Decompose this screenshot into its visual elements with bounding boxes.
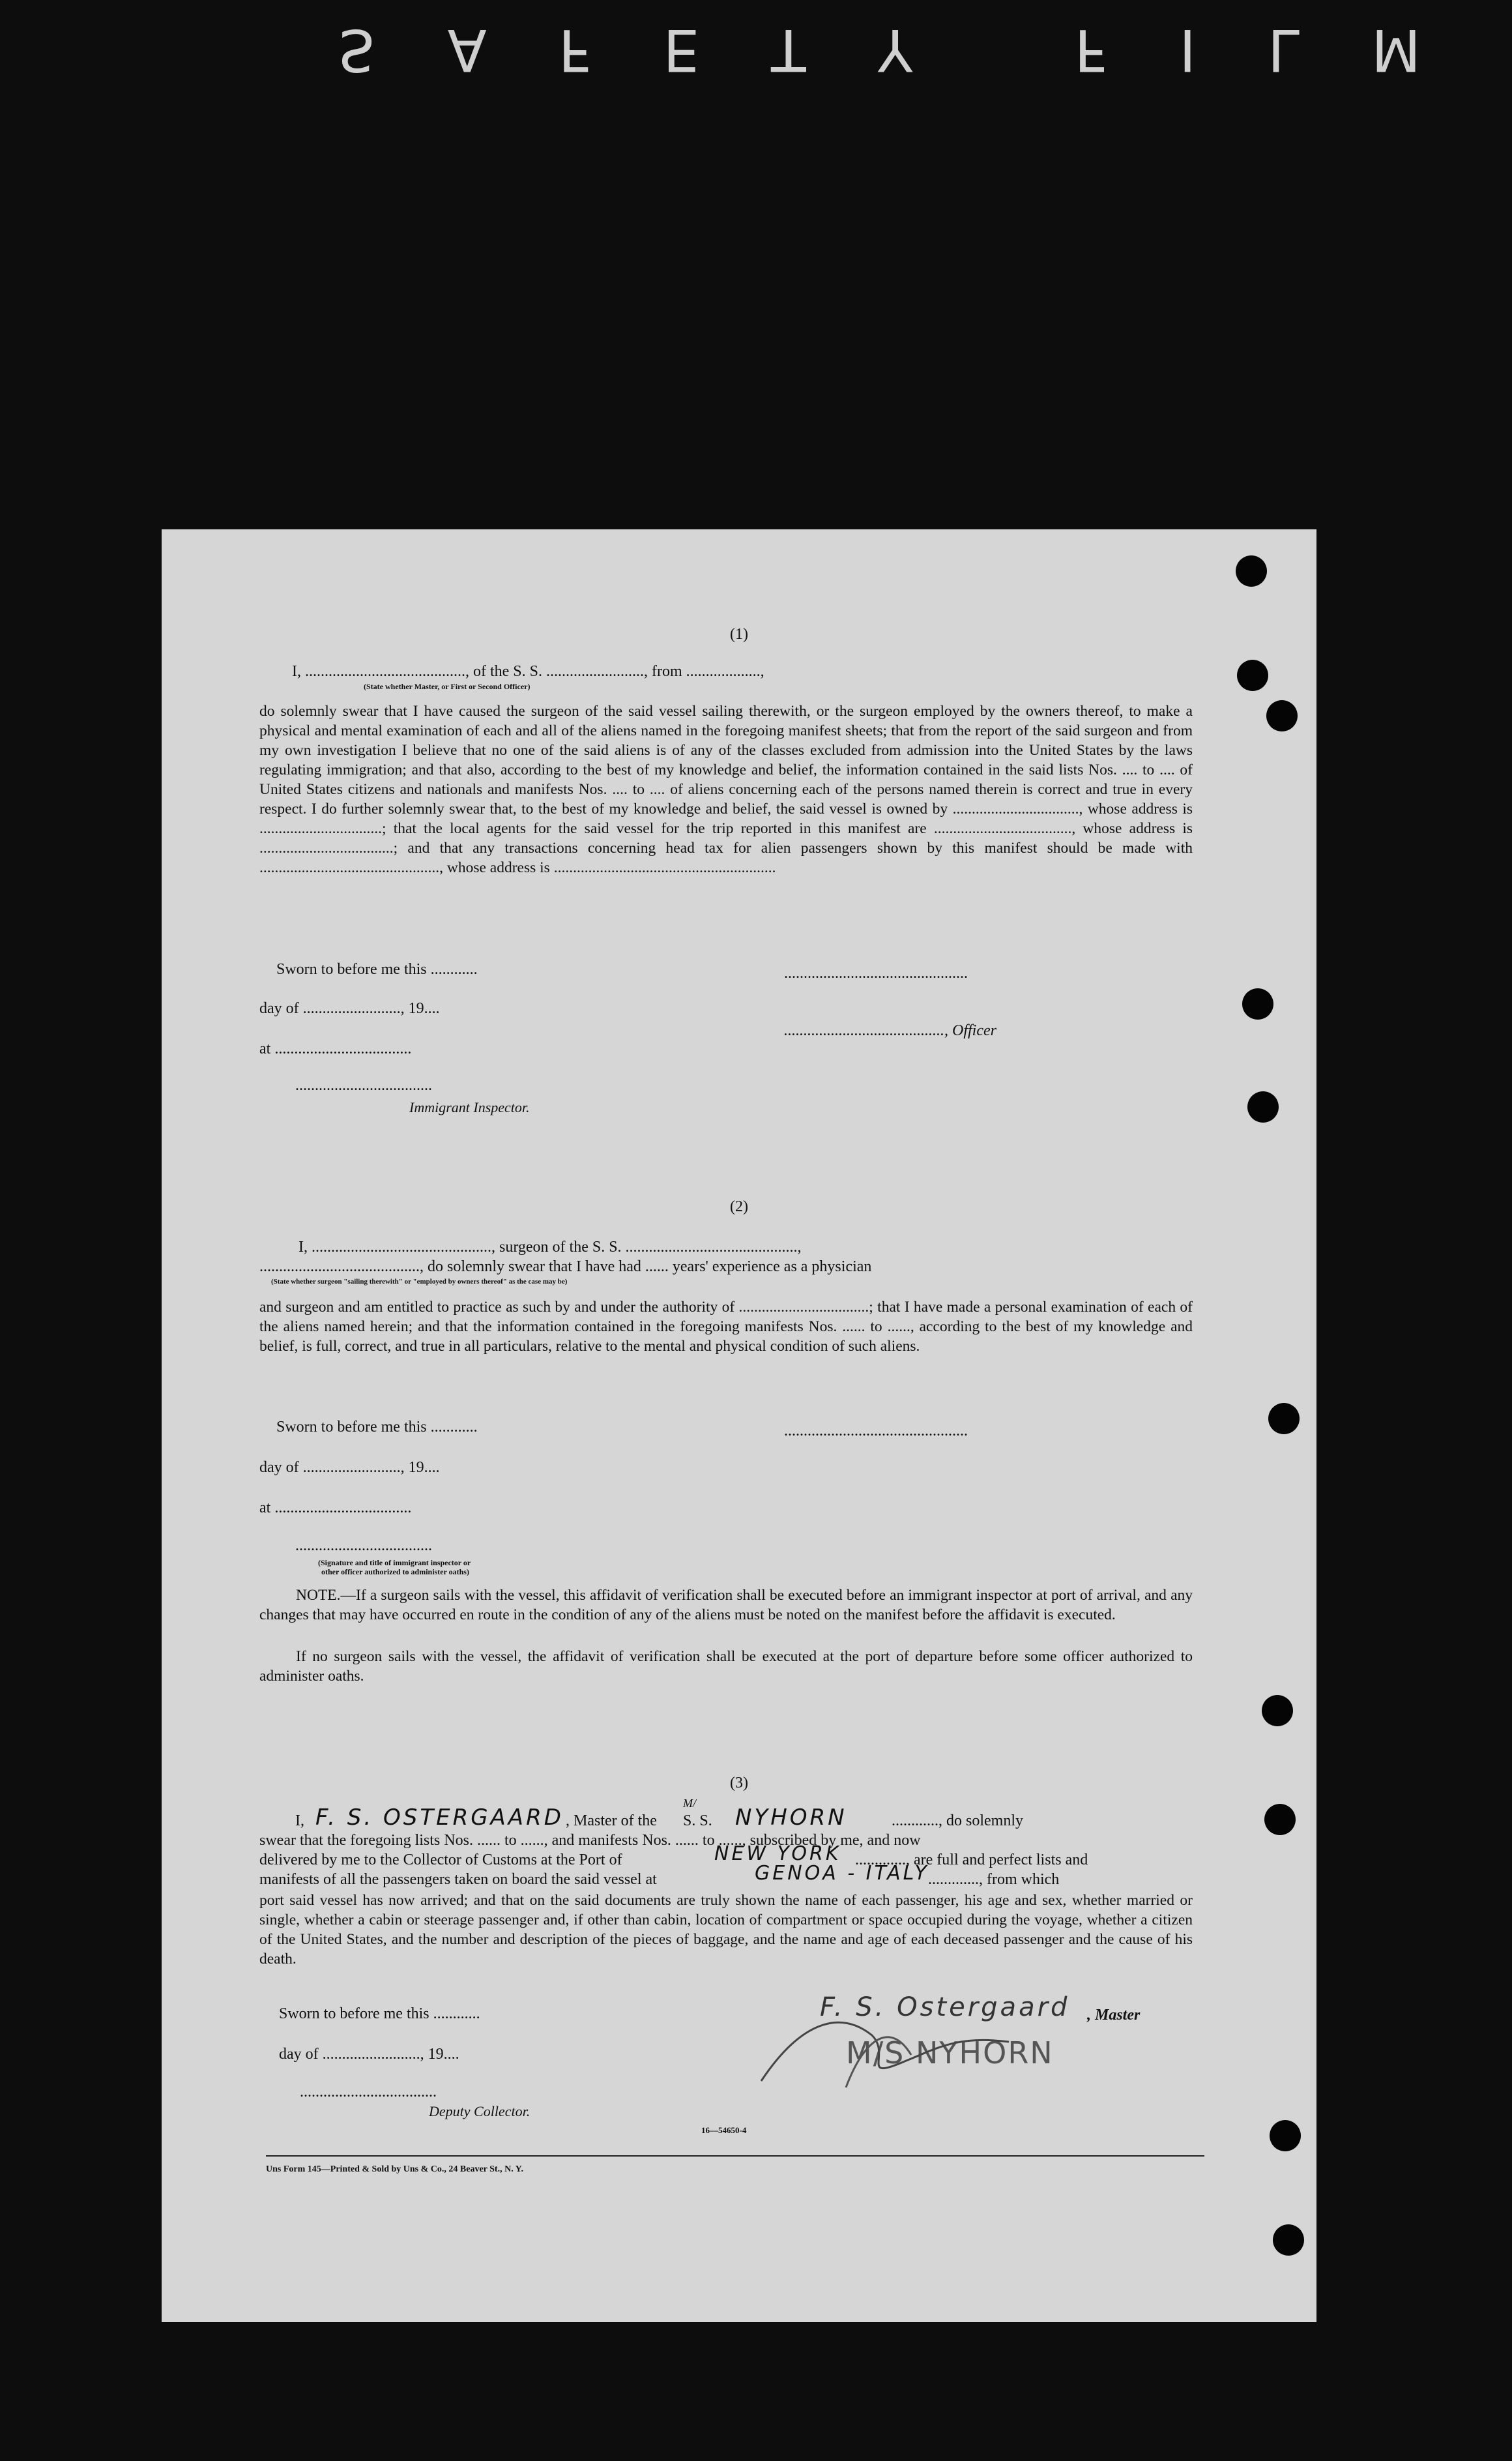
- punch-hole-icon: [1268, 1403, 1300, 1434]
- section-3-line-3a: delivered by me to the Collector of Customs at the Port of: [259, 1851, 622, 1868]
- section-3-vessel-handwritten: NYHORN: [735, 1805, 847, 1831]
- section-3-line-3b: ............., are full and perfect lists and: [855, 1851, 1088, 1868]
- section-1-inspector-signature-line: ...................................: [295, 1077, 432, 1094]
- punch-hole-icon: [1266, 700, 1298, 731]
- punch-hole-icon: [1247, 1091, 1279, 1123]
- safety-film-edge-text: SAFETY FILM: [338, 16, 1492, 83]
- section-3-solemnly: ............, do solemnly: [892, 1812, 1023, 1829]
- section-1-oath-subtitle: (State whether Master, or First or Second Officer): [364, 682, 531, 691]
- section-3-vessel-prefix-handwritten: M/: [683, 1797, 696, 1810]
- section-1-inspector-label: Immigrant Inspector.: [409, 1099, 530, 1115]
- section-1-officer-line: ...............................................: [784, 965, 968, 982]
- section-1-day: day of ........................., 19....: [259, 1000, 440, 1017]
- section-3-collector-label: Deputy Collector.: [429, 2103, 531, 2119]
- section-1-officer-label: ........................................., Officer: [784, 1022, 996, 1039]
- punch-hole-icon: [1264, 1804, 1296, 1835]
- punch-hole-icon: [1262, 1695, 1293, 1726]
- section-1-number: (1): [730, 626, 748, 643]
- section-3-from-port-handwritten: GENOA - ITALY: [755, 1862, 929, 1885]
- section-2-line-2: ........................................., do solemnly swear that I have had ...... years' experience as a physician: [259, 1258, 872, 1275]
- footer-printer: Uns Form 145—Printed & Sold by Uns & Co., 24 Beaver St., N. Y.: [266, 2164, 523, 2174]
- section-2-right-line: ...............................................: [784, 1422, 968, 1439]
- section-1-sworn: Sworn to before me this ............: [276, 961, 478, 978]
- punch-hole-icon: [1273, 2224, 1304, 2256]
- section-2-at: at ...................................: [259, 1499, 412, 1516]
- section-2-note-2: If no surgeon sails with the vessel, the affidavit of verification shall be executed at the port of departure before some officer authorized to administer oaths.: [259, 1648, 1193, 1685]
- section-2-signature-sub-1: (Signature and title of immigrant inspector or: [318, 1558, 471, 1567]
- section-2-line-1: I, .............................................., surgeon of the S. S. ............................................,: [298, 1239, 802, 1256]
- section-2-note: NOTE.—If a surgeon sails with the vessel, this affidavit of verification shall be executed before an immigrant inspector at port of arrival, and any changes that may have occurred en route in the condition of any of the aliens must be noted on the manifest before the affidavit is executed.: [259, 1587, 1193, 1623]
- section-3-master-of: , Master of the: [566, 1812, 657, 1829]
- section-3-vessel-stamp: M/S NYHORN: [846, 2035, 1054, 2070]
- section-2-signature-sub-2: other officer authorized to administer oaths): [321, 1567, 469, 1576]
- section-1-at: at ...................................: [259, 1040, 412, 1057]
- section-3-body: port said vessel has now arrived; and that on the said documents are truly shown the name of each passenger, his age and sex, whether married or single, whether a cabin or steerage passenger and, if other than cabin, location of compartment or space occupied during the voyage, whether a citizen of the United States, and the number and description of the pieces of baggage, and the name and age of each deceased passenger and the cause of his death.: [259, 1892, 1193, 1967]
- section-2-sworn: Sworn to before me this ............: [276, 1419, 478, 1436]
- section-3-port-handwritten: NEW YORK: [714, 1842, 841, 1865]
- section-3-number: (3): [730, 1775, 748, 1791]
- section-3-i-prefix: I,: [295, 1812, 304, 1829]
- section-2-subtitle: (State whether surgeon "sailing therewith" or "employed by owners thereof" as the case may be): [271, 1278, 568, 1286]
- footer-divider: [266, 2155, 1204, 2157]
- section-2-signature-line: ...................................: [295, 1537, 432, 1554]
- section-3-line-4b: ............., from which: [928, 1871, 1060, 1888]
- section-3-collector-signature-line: ...................................: [300, 2084, 437, 2100]
- punch-hole-icon: [1236, 555, 1267, 587]
- section-3-master-signature: F. S. Ostergaard: [820, 1992, 1070, 2022]
- section-3-ss: S. S.: [683, 1812, 712, 1829]
- section-2-body: and surgeon and am entitled to practice as such by and under the authority of ..................................; that I have made a personal examination of each of the aliens named herein; and that the information contained in the foregoing manifests Nos. ...... to ......, according to the best of my knowledge and belief, is full, correct, and true in all particulars, relative to the mental and physical condition of such aliens.: [259, 1299, 1193, 1355]
- section-3-line-4a: manifests of all the passengers taken on board the said vessel at: [259, 1871, 657, 1888]
- section-3-master-name-handwritten: F. S. OSTERGAARD: [315, 1805, 564, 1831]
- punch-hole-icon: [1237, 660, 1268, 691]
- section-3-form-number: 16—54650-4: [701, 2125, 747, 2135]
- section-2-number: (2): [730, 1198, 748, 1215]
- section-1-body: do solemnly swear that I have caused the surgeon of the said vessel sailing therewith, or the surgeon employed by the owners thereof, to make a physical and mental examination of each and all of the aliens named in the foregoing manifest sheets; that from the report of the said surgeon and from my own investigation I believe that no one of the said aliens is of any of the classes excluded from admission into the United States by the laws regulating immigration; and that also, according to the best of my knowledge and belief, the information contained in the said lists Nos. .... to .... of United States citizens and nationals and manifests Nos. .... to .... of aliens concerning each of the persons named therein is correct and true in every respect. I do further solemnly swear that, to the best of my knowledge and belief, the said vessel is owned by ................................., whose address is ................................; that the local agents for the said vessel for the trip reported in this manifest are ...................................., whose address is ...................................; and that any transactions concerning head tax for alien passengers shown by this manifest should be made with ..............................................., whose address is ..........................................................: [259, 703, 1193, 876]
- section-2-day: day of ........................., 19....: [259, 1459, 440, 1476]
- punch-hole-icon: [1242, 988, 1273, 1020]
- section-3-sworn: Sworn to before me this ............: [279, 2005, 480, 2022]
- section-3-line-2: swear that the foregoing lists Nos. ...... to ......, and manifests Nos. ...... to ......, subscribed by me, and now: [259, 1832, 921, 1849]
- section-3-day: day of ........................., 19....: [279, 2046, 459, 2063]
- section-3-master-label: , Master: [1087, 2007, 1141, 2024]
- manifest-page: [162, 529, 1316, 2322]
- signature-scribble-icon: [748, 1996, 1022, 2094]
- punch-hole-icon: [1270, 2120, 1301, 2151]
- section-1-oath-line: I, ........................................., of the S. S. ........................., from ...................,: [292, 663, 764, 680]
